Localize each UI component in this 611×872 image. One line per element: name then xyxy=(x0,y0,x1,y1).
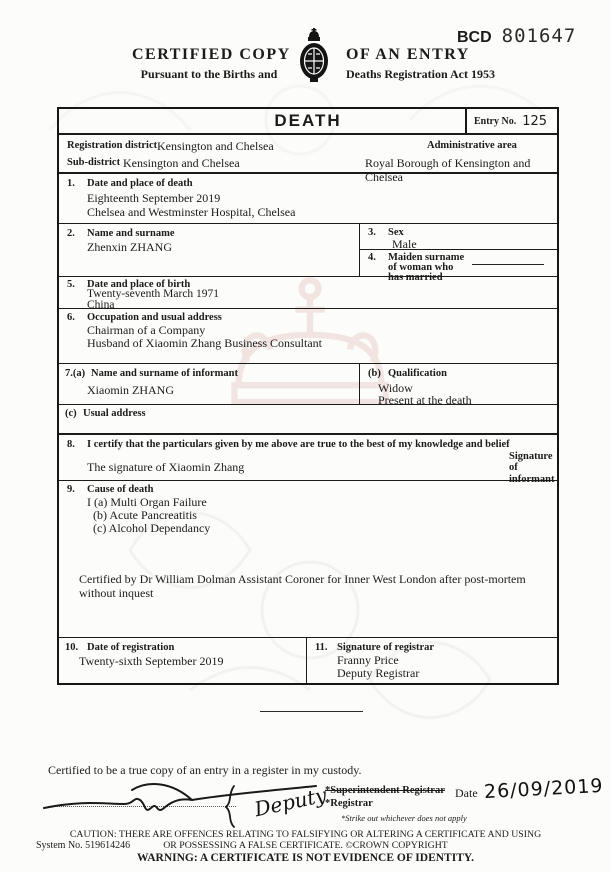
registrar-option: *Registrar xyxy=(325,798,373,809)
superintendent-registrar-option: *Superintendent Registrar xyxy=(325,785,445,796)
field-number: 9. xyxy=(67,484,75,495)
field-5-date-place-of-birth xyxy=(59,277,557,309)
maiden-surname-blank-line xyxy=(472,264,544,265)
registration-district-value: Kensington and Chelsea xyxy=(157,139,274,153)
signature-of-informant-label-line1: Signature xyxy=(509,451,553,462)
informant-signature-value: The signature of Xiaomin Zhang xyxy=(87,460,245,474)
field-8-certification xyxy=(59,435,557,485)
qualification-value-line2: Present at the death xyxy=(378,393,472,407)
deceased-name-value: Zhenxin ZHANG xyxy=(87,240,172,254)
field-number: 4. xyxy=(368,252,376,263)
field-2-name-surname xyxy=(59,224,360,276)
header-right-title xyxy=(346,46,495,82)
field-label: Qualification xyxy=(388,368,447,379)
death-heading: DEATH xyxy=(274,111,342,130)
field-number: 6. xyxy=(67,312,75,323)
serial-number: 801647 xyxy=(501,25,577,47)
cause-line1: I (a) Multi Organ Failure xyxy=(87,495,207,509)
cause-line3: (c) Alcohol Dependancy xyxy=(93,521,211,535)
title-row xyxy=(59,109,557,135)
registration-date-value: Twenty-sixth September 2019 xyxy=(79,654,224,668)
date-label: Date xyxy=(455,786,478,800)
field-number: 2. xyxy=(67,228,75,239)
fields-3-4-column xyxy=(360,224,557,283)
field-1-date-place-of-death xyxy=(59,174,557,224)
certified-copy-title: CERTIFIED COPY xyxy=(132,46,291,63)
fields-7a-7b xyxy=(59,364,557,405)
field-label: Name and surname of informant xyxy=(91,368,238,379)
place-of-birth-value: China xyxy=(87,299,115,311)
field-label-line3: has married xyxy=(388,272,443,283)
field-number: 10. xyxy=(65,642,79,653)
field-3-sex xyxy=(360,224,557,250)
field-number: 11. xyxy=(315,642,328,653)
deaths-act-subtitle: Deaths Registration Act 1953 xyxy=(346,67,495,81)
field-label: Date and place of birth xyxy=(87,279,191,290)
field-number: 7.(a) xyxy=(65,368,86,379)
informant-name-value: Xiaomin ZHANG xyxy=(87,383,174,397)
handwritten-date: 26/09/2019 xyxy=(483,774,605,804)
fields-2-3-4 xyxy=(59,224,557,283)
entry-no-label: Entry No. xyxy=(474,115,517,127)
registration-district-label: Registration district xyxy=(67,140,158,151)
header-left-title xyxy=(132,46,291,82)
field-7b-qualification xyxy=(360,364,557,407)
administrative-area-value: Royal Borough of Kensington and Chelsea xyxy=(365,156,531,184)
certificate-table xyxy=(57,107,559,685)
field-label: Date of registration xyxy=(87,642,175,653)
date-of-birth-value: Twenty-seventh March 1971 xyxy=(87,288,220,300)
field-4-maiden-surname xyxy=(360,250,557,283)
registrar-name-value: Franny Price xyxy=(337,653,399,667)
field-6-occupation-address xyxy=(59,309,557,364)
system-number: System No. 519614246 xyxy=(36,840,131,851)
separator-line xyxy=(260,711,363,712)
spouse-value: Husband of Xiaomin Zhang Business Consultant xyxy=(87,336,322,350)
caution-line1: CAUTION: THERE ARE OFFENCES RELATING TO FALSIFYING OR ALTERING A CERTIFICATE AND USING xyxy=(69,829,542,840)
serial-prefix: BCD xyxy=(457,29,492,46)
administrative-area-label: Administrative area xyxy=(427,140,517,151)
registrar-title-value: Deputy Registrar xyxy=(337,666,420,680)
caution-line2: OR POSSESSING A FALSE CERTIFICATE. ©CROWN COPYRIGHT xyxy=(163,840,448,851)
strike-out-note: *Strike out whichever does not apply xyxy=(341,813,467,823)
field-7a-informant-name xyxy=(59,364,360,404)
field-label: I certify that the particulars given by me above are true to the best of my knowledge and belief xyxy=(87,439,510,450)
field-label: Sex xyxy=(388,227,404,238)
field-number: (c) xyxy=(65,408,77,419)
date-of-death-value: Eighteenth September 2019 xyxy=(87,191,221,205)
sub-district-value: Kensington and Chelsea xyxy=(123,156,240,170)
field-label-line1: Maiden surname xyxy=(388,252,465,263)
true-copy-statement: Certified to be a true copy of an entry in a register in my custody. xyxy=(48,763,362,777)
field-label: Usual address xyxy=(83,408,146,419)
field-label: Cause of death xyxy=(87,484,154,495)
place-of-death-value: Chelsea and Westminster Hospital, Chelsea xyxy=(87,205,296,219)
qualification-value-line1: Widow xyxy=(378,381,413,395)
field-number: 1. xyxy=(67,178,75,189)
fields-10-11 xyxy=(59,638,557,683)
sex-value: Male xyxy=(392,237,417,251)
occupation-value: Chairman of a Company xyxy=(87,323,206,337)
field-9-cause-of-death xyxy=(59,481,557,638)
field-number: 3. xyxy=(368,227,376,238)
certificate-serial xyxy=(457,25,576,47)
field-number: (b) xyxy=(368,368,381,379)
signature-of-informant-label-line2: of informant xyxy=(509,462,555,485)
pursuant-subtitle: Pursuant to the Births and xyxy=(140,67,278,81)
of-an-entry-title: OF AN ENTRY xyxy=(346,46,470,63)
identity-warning: WARNING: A CERTIFICATE IS NOT EVIDENCE OF IDENTITY. xyxy=(136,852,474,864)
field-number: 5. xyxy=(67,279,75,290)
field-label: Signature of registrar xyxy=(337,642,435,653)
field-label: Name and surname xyxy=(87,228,175,239)
field-label: Occupation and usual address xyxy=(87,312,222,323)
entry-number-box xyxy=(465,109,557,133)
entry-no-value: 125 xyxy=(522,113,548,129)
sub-district-label: Sub-district xyxy=(67,157,121,168)
field-7c-usual-address xyxy=(59,405,557,435)
field-11-signature-of-registrar xyxy=(307,638,557,683)
handwritten-deputy: Deputy xyxy=(252,782,329,822)
field-label-line2: of woman who xyxy=(388,262,454,273)
field-10-date-of-registration xyxy=(59,638,307,683)
field-number: 8. xyxy=(67,439,75,450)
field-label: Date and place of death xyxy=(87,178,193,189)
cause-line2: (b) Acute Pancreatitis xyxy=(93,508,197,522)
certified-by-value: Certified by Dr William Dolman Assistant Coroner for Inner West London after post-mortem without inquest xyxy=(79,572,526,600)
royal-coat-of-arms-icon xyxy=(294,28,334,84)
